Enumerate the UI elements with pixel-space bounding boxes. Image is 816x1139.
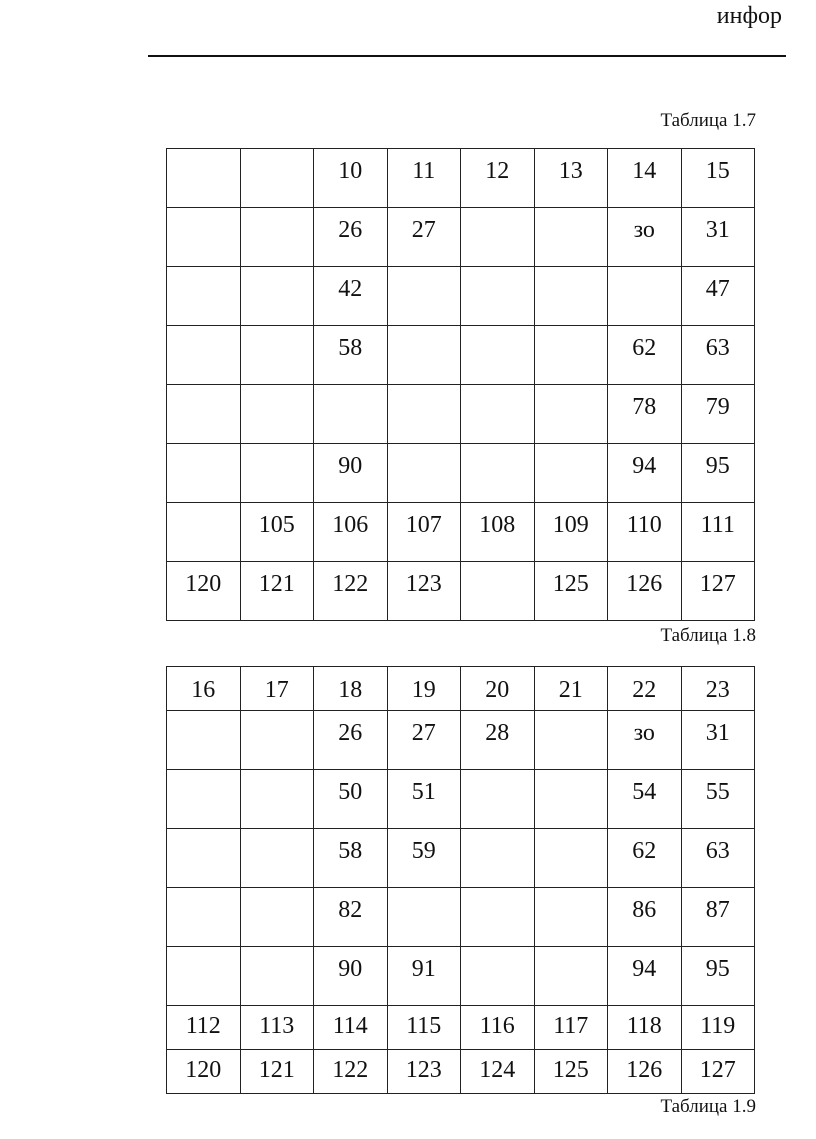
table-cell <box>534 711 608 770</box>
table-cell: 115 <box>387 1006 461 1050</box>
table-cell: 123 <box>387 1050 461 1094</box>
table-cell: 126 <box>608 1050 682 1094</box>
table-cell <box>461 947 535 1006</box>
table-row <box>167 208 755 267</box>
table-cell: 19 <box>387 667 461 711</box>
table-cell: 124 <box>461 1050 535 1094</box>
table-cell: 113 <box>240 1006 314 1050</box>
table-cell: 125 <box>534 562 608 621</box>
table-cell <box>461 385 535 444</box>
table-cell <box>167 888 241 947</box>
table-cell: 122 <box>314 562 388 621</box>
table-cell: 95 <box>681 444 755 503</box>
table-cell <box>387 267 461 326</box>
table-cell <box>240 829 314 888</box>
table-cell: 105 <box>240 503 314 562</box>
table-row <box>167 1006 755 1050</box>
table-row <box>167 326 755 385</box>
table-cell <box>314 385 388 444</box>
table-cell: 14 <box>608 149 682 208</box>
table-cell: 42 <box>314 267 388 326</box>
table-cell: 126 <box>608 562 682 621</box>
table-cell <box>461 829 535 888</box>
table-cell <box>167 385 241 444</box>
table-cell: 119 <box>681 1006 755 1050</box>
table-cell: 50 <box>314 770 388 829</box>
table-cell: 95 <box>681 947 755 1006</box>
table-cell: 13 <box>534 149 608 208</box>
table-cell: 16 <box>167 667 241 711</box>
table-cell: 79 <box>681 385 755 444</box>
table-cell: 121 <box>240 1050 314 1094</box>
table-row <box>167 667 755 711</box>
table-cell: 107 <box>387 503 461 562</box>
table-2 <box>166 666 755 1094</box>
table-cell <box>167 267 241 326</box>
table-cell <box>461 444 535 503</box>
table-cell: 117 <box>534 1006 608 1050</box>
table-cell <box>167 829 241 888</box>
table-cell: 58 <box>314 829 388 888</box>
table-cell: 62 <box>608 829 682 888</box>
table-cell: 125 <box>534 1050 608 1094</box>
table-cell: 26 <box>314 208 388 267</box>
table-cell <box>534 326 608 385</box>
table-cell: 31 <box>681 711 755 770</box>
table-cell <box>534 385 608 444</box>
table-cell: 123 <box>387 562 461 621</box>
table-cell <box>461 770 535 829</box>
table-cell <box>534 947 608 1006</box>
table-cell: 58 <box>314 326 388 385</box>
table-cell <box>387 385 461 444</box>
table-cell <box>240 947 314 1006</box>
table-cell <box>167 149 241 208</box>
table-cell: 82 <box>314 888 388 947</box>
table-cell <box>240 385 314 444</box>
table-cell <box>167 770 241 829</box>
table-cell: 10 <box>314 149 388 208</box>
table-cell: 86 <box>608 888 682 947</box>
table-cell: 120 <box>167 1050 241 1094</box>
table-cell: зо <box>608 208 682 267</box>
table-row <box>167 444 755 503</box>
table-cell: 59 <box>387 829 461 888</box>
table-2-caption: Таблица 1.8 <box>660 625 756 646</box>
table-cell: 26 <box>314 711 388 770</box>
table-cell: 18 <box>314 667 388 711</box>
table-cell: 21 <box>534 667 608 711</box>
table-cell: 28 <box>461 711 535 770</box>
table-cell <box>461 267 535 326</box>
table-cell: 27 <box>387 208 461 267</box>
table-row <box>167 562 755 621</box>
table-cell: 55 <box>681 770 755 829</box>
table-cell: 120 <box>167 562 241 621</box>
table-cell <box>240 267 314 326</box>
table-cell: 114 <box>314 1006 388 1050</box>
page-header-text: инфор <box>716 3 782 29</box>
table-cell <box>534 770 608 829</box>
table-cell <box>461 208 535 267</box>
table-3-caption: Таблица 1.9 <box>660 1096 756 1117</box>
table-cell: 90 <box>314 444 388 503</box>
table-cell: 31 <box>681 208 755 267</box>
table-cell: 127 <box>681 562 755 621</box>
header-rule <box>148 55 786 57</box>
table-cell <box>387 888 461 947</box>
table-cell <box>387 326 461 385</box>
table-cell: 94 <box>608 947 682 1006</box>
table-cell <box>167 326 241 385</box>
table-cell: 116 <box>461 1006 535 1050</box>
table-cell: 63 <box>681 326 755 385</box>
table-row <box>167 1050 755 1094</box>
table-cell: 78 <box>608 385 682 444</box>
table-cell: 22 <box>608 667 682 711</box>
table-cell <box>240 326 314 385</box>
table-cell <box>240 444 314 503</box>
table-cell <box>534 444 608 503</box>
table-row <box>167 149 755 208</box>
table-cell: 23 <box>681 667 755 711</box>
table-1-caption: Таблица 1.7 <box>660 110 756 131</box>
table-cell <box>167 208 241 267</box>
table-cell: 106 <box>314 503 388 562</box>
table-cell: 15 <box>681 149 755 208</box>
table-cell <box>461 562 535 621</box>
table-cell <box>240 711 314 770</box>
table-row <box>167 503 755 562</box>
table-cell: 27 <box>387 711 461 770</box>
table-row <box>167 829 755 888</box>
table-row <box>167 711 755 770</box>
table-cell <box>240 770 314 829</box>
table-cell <box>240 208 314 267</box>
table-1 <box>166 148 755 621</box>
table-cell: 11 <box>387 149 461 208</box>
table-cell <box>608 267 682 326</box>
table-cell <box>534 829 608 888</box>
table-cell: 47 <box>681 267 755 326</box>
table-cell: 108 <box>461 503 535 562</box>
table-cell: 109 <box>534 503 608 562</box>
table-cell: 51 <box>387 770 461 829</box>
table-cell: 62 <box>608 326 682 385</box>
table-cell <box>240 149 314 208</box>
table-cell <box>534 208 608 267</box>
table-cell: 111 <box>681 503 755 562</box>
table-cell <box>534 267 608 326</box>
table-cell: 122 <box>314 1050 388 1094</box>
table-cell <box>534 888 608 947</box>
table-row <box>167 888 755 947</box>
table-row <box>167 947 755 1006</box>
table-cell <box>167 947 241 1006</box>
table-cell: 12 <box>461 149 535 208</box>
table-cell <box>461 326 535 385</box>
table-cell: 127 <box>681 1050 755 1094</box>
table-cell: 63 <box>681 829 755 888</box>
table-cell <box>461 888 535 947</box>
table-cell: 17 <box>240 667 314 711</box>
table-cell: 90 <box>314 947 388 1006</box>
table-cell: 87 <box>681 888 755 947</box>
table-cell <box>167 711 241 770</box>
table-cell: 91 <box>387 947 461 1006</box>
table-cell: 112 <box>167 1006 241 1050</box>
table-cell: 54 <box>608 770 682 829</box>
table-cell: 121 <box>240 562 314 621</box>
table-row <box>167 267 755 326</box>
table-cell: 20 <box>461 667 535 711</box>
table-cell: 118 <box>608 1006 682 1050</box>
table-cell: 110 <box>608 503 682 562</box>
table-cell <box>167 503 241 562</box>
table-cell <box>387 444 461 503</box>
table-cell: 94 <box>608 444 682 503</box>
table-cell: зо <box>608 711 682 770</box>
table-cell <box>167 444 241 503</box>
table-cell <box>240 888 314 947</box>
table-row <box>167 770 755 829</box>
table-row <box>167 385 755 444</box>
